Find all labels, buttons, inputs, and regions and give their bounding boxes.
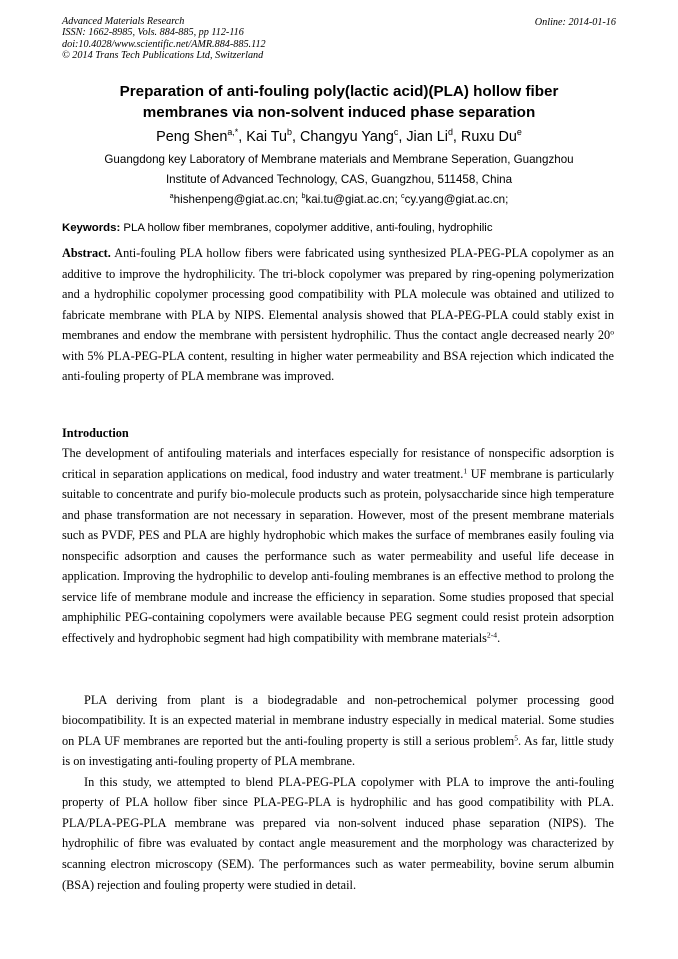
author: Ruxu Du$^e$: [460, 126, 522, 145]
copyright-line: © 2014 Trans Tech Publications Ltd, Switzerland: [62, 50, 264, 62]
author: Kai Tu$^b$,: [246, 126, 300, 145]
author: Changyu Yang$^c$,: [300, 126, 407, 145]
author-list: [40, 127, 638, 147]
citation-ref: 5: [514, 733, 519, 743]
abstract-label: Abstract.: [62, 246, 111, 260]
email-entry: $^b$kai.tu@giat.ac.cn;: [301, 190, 402, 206]
issn-line: ISSN: 1662-8985, Vols. 884-885, pp 112-116: [62, 27, 244, 39]
doi-line: doi:10.4028/www.scientific.net/AMR.884-885.112: [62, 38, 266, 50]
email-entry: $^a$hishenpeng@giat.ac.cn;: [169, 190, 302, 206]
keywords-label: Keywords:: [62, 222, 121, 234]
keywords-text: PLA hollow fiber membranes, copolymer additive, anti-fouling, hydrophilic: [123, 222, 493, 234]
keywords-line: [62, 220, 493, 236]
journal-name: Advanced Materials Research: [62, 16, 185, 27]
section-heading-introduction: Introduction: [62, 426, 129, 440]
citation-ref: 1: [463, 465, 468, 475]
author: Peng Shen$^{a,*}$,: [156, 126, 247, 145]
intro-paragraph-1: The development of antifouling materials and interfaces especially for resistance of nonspecific adsorption is critical in separation applications on medical, food industry and water treatment.$^1$ UF membrane is particularly suitable to concentrate and purify bio-molecule products such as protein, polysaccharide since high temperature and phase transformation are not necessary in separation. However, most of the present membrane materials such as PVDF, PES and PLA are highly hydrophobic which makes the surface of membranes easily fouling via nonspecific adsorption and causes the performance such as water permeability and useful life decease in application. Improving the hydrophilic to develop anti-fouling membranes is an effective method to prolong the service life of membrane module and increase the efficiency in separation. Some studies proposed that special amphiphilic PEG-containing copolymers were available because PEG segment could resist protein adsorption effectively and hydrophobic segment had high compatibility with membrane materials$^{2-4}$.: [62, 446, 614, 645]
email-entry: $^c$cy.yang@giat.ac.cn;: [401, 190, 509, 206]
paper-title: [40, 81, 638, 123]
author-emails: [30, 192, 648, 208]
intro-paragraph-3: In this study, we attempted to blend PLA-PEG-PLA copolymer with PLA to improve the anti-fouling property of PLA hollow fiber since PLA-PEG-PLA is hydrophilic and has good compatibility with PLA. PLA/PLA-PEG-PLA membrane was prepared via non-solvent induced phase separation (NIPS). The hydrophilic of fibre was evaluated by contact angle measurement and the morphology was characterized by scanning electron microscopy (SEM). The performances such as water permeability, bovine serum albumin (BSA) rejection and fouling property were studied in detail.: [62, 774, 614, 892]
affiliation-line-2: Institute of Advanced Technology, CAS, Guangzhou, 511458, China: [165, 173, 513, 186]
intro-paragraph-2: PLA deriving from plant is a biodegradable and non-petrochemical polymer processing good biocompatibility. It is an expected material in membrane industry especially in medical material. Some studies on PLA UF membranes are reported but the anti-fouling property is still a serious problem$^5$. As far, little study is on investigating anti-fouling property of PLA membrane.: [62, 692, 614, 769]
online-date: Online: 2014-01-16: [534, 17, 616, 28]
author: Jian Li$^d$,: [406, 126, 461, 145]
title-line-1: Preparation of anti-fouling poly(lactic acid)(PLA) hollow fiber: [119, 83, 559, 100]
affiliation-line-1: Guangdong key Laboratory of Membrane materials and Membrane Seperation, Guangzhou: [104, 153, 574, 166]
abstract: Abstract. Anti-fouling PLA hollow fibers were fabricated using synthesized PLA-PEG-PLA copolymer as an additive to improve the hydrophilicity. The tri-block copolymer was prepared by ring-opening polymerization and a hydrophilic copolymer processing good compatibility with PLA molecule was obtained and utilized to fabricate membrane with PLA by NIPS. Elemental analysis showed that PLA-PEG-PLA could stably exist in membranes and endow the membrane with persistent hydrophilic. Thus the contact angle decreased nearly 20$^o$ with 5% PLA-PEG-PLA content, resulting in higher water permeability and BSA rejection which indicated the anti-fouling property of PLA membrane was improved.: [62, 246, 614, 384]
citation-ref: 2-4: [486, 630, 498, 640]
title-line-2: membranes via non-solvent induced phase separation: [142, 104, 536, 121]
